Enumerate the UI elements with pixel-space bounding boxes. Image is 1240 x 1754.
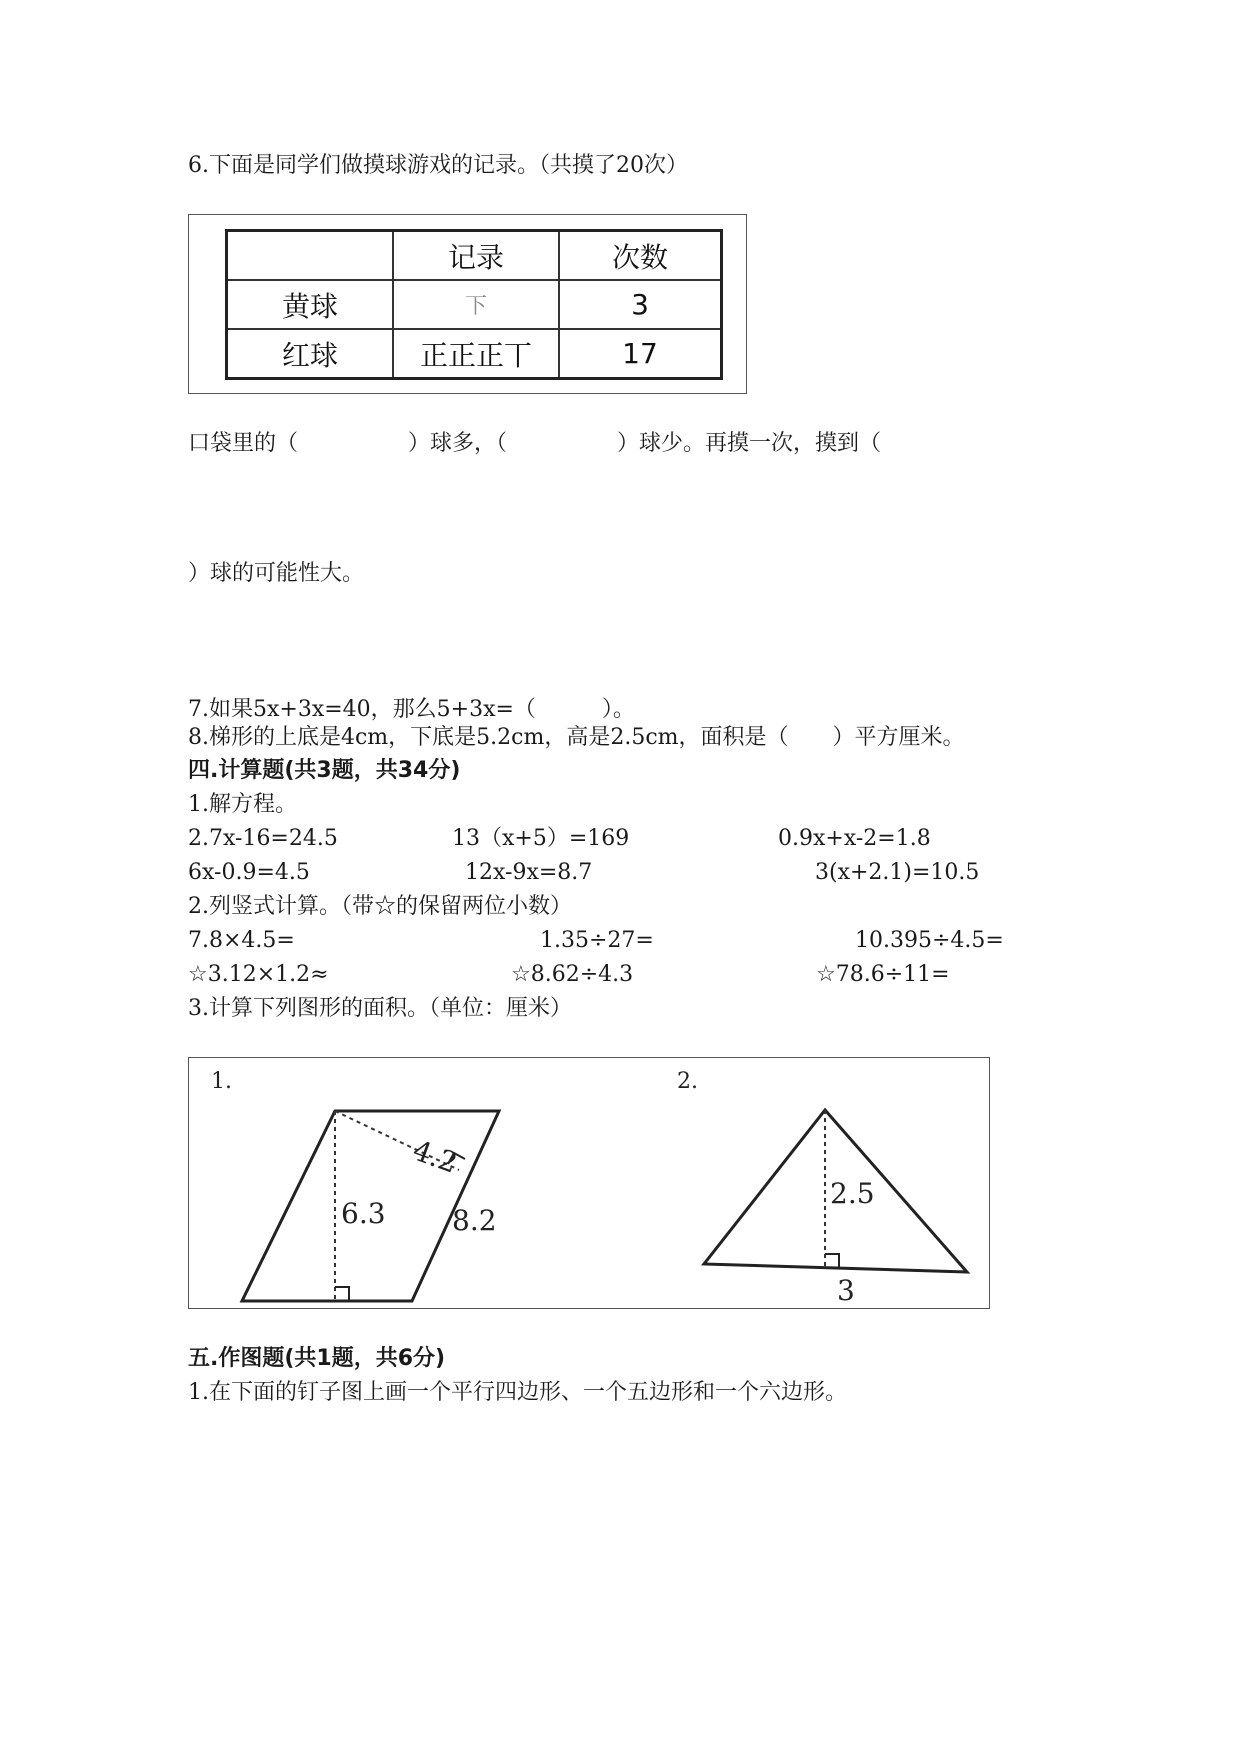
table-cell: 下 xyxy=(393,280,559,329)
equation: 2.7x-16=24.5 xyxy=(188,826,338,851)
ball-record-table xyxy=(225,229,723,380)
s4-p3-title: 3.计算下列图形的面积。（单位：厘米） xyxy=(188,996,572,1021)
table-row xyxy=(227,280,722,329)
q6-line2: ）球的可能性大。 xyxy=(188,561,365,586)
s4-p1-title: 1.解方程。 xyxy=(188,792,297,817)
table-cell: 3 xyxy=(559,280,722,329)
calc-item: 1.35÷27= xyxy=(540,928,654,953)
table-cell: 记录 xyxy=(393,231,559,281)
table-row xyxy=(227,329,722,379)
shapes-diagram xyxy=(189,1058,991,1310)
calc-item: 7.8×4.5= xyxy=(188,928,295,953)
para-side-length: 8.2 xyxy=(452,1204,497,1237)
table-cell: 17 xyxy=(559,329,722,379)
table-cell: 黄球 xyxy=(227,280,394,329)
figure-label-1: 1. xyxy=(211,1069,232,1094)
section5-heading: 五.作图题(共1题，共6分) xyxy=(188,1346,446,1371)
equation: 3(x+2.1)=10.5 xyxy=(815,860,980,885)
calc-item: ☆78.6÷11= xyxy=(816,962,950,987)
calc-item: 10.395÷4.5= xyxy=(855,928,1004,953)
equation: 13（x+5）=169 xyxy=(452,826,630,851)
s5-p1-text: 1.在下面的钉子图上画一个平行四边形、一个五边形和一个六边形。 xyxy=(188,1380,847,1405)
right-angle-mark xyxy=(335,1287,349,1301)
equation: 0.9x+x-2=1.8 xyxy=(778,826,931,851)
figure-label-2: 2. xyxy=(677,1069,698,1094)
para-top-length: 4.2 xyxy=(408,1133,462,1180)
table-row xyxy=(227,231,722,281)
table-cell xyxy=(227,231,394,281)
equation: 6x-0.9=4.5 xyxy=(188,860,310,885)
q6-title: 6.下面是同学们做摸球游戏的记录。（共摸了20次） xyxy=(188,153,688,178)
table-cell: 次数 xyxy=(559,231,722,281)
s4-p2-title: 2.列竖式计算。（带☆的保留两位小数） xyxy=(188,894,572,919)
triangle-base-length: 3 xyxy=(837,1274,855,1307)
calc-item: ☆3.12×1.2≈ xyxy=(188,962,329,987)
area-shapes-figure xyxy=(188,1057,990,1309)
equation: 12x-9x=8.7 xyxy=(465,860,593,885)
q6-line1: 口袋里的（ ）球多，（ ）球少。再摸一次，摸到（ xyxy=(188,431,882,456)
ball-record-table-figure xyxy=(188,214,747,394)
para-height-length: 6.3 xyxy=(341,1197,386,1230)
section4-heading: 四.计算题(共3题，共34分) xyxy=(188,758,461,783)
calc-item: ☆8.62÷4.3 xyxy=(511,962,634,987)
table-cell: 正正正丅 xyxy=(393,329,559,379)
q7-text: 7.如果5x+3x=40，那么5+3x=（ ）。 xyxy=(188,697,635,722)
table-cell: 红球 xyxy=(227,329,394,379)
right-angle-mark xyxy=(825,1254,839,1268)
q8-text: 8.梯形的上底是4cm，下底是5.2cm，高是2.5cm，面积是（ ）平方厘米。 xyxy=(188,725,965,750)
triangle-height-length: 2.5 xyxy=(830,1177,875,1210)
